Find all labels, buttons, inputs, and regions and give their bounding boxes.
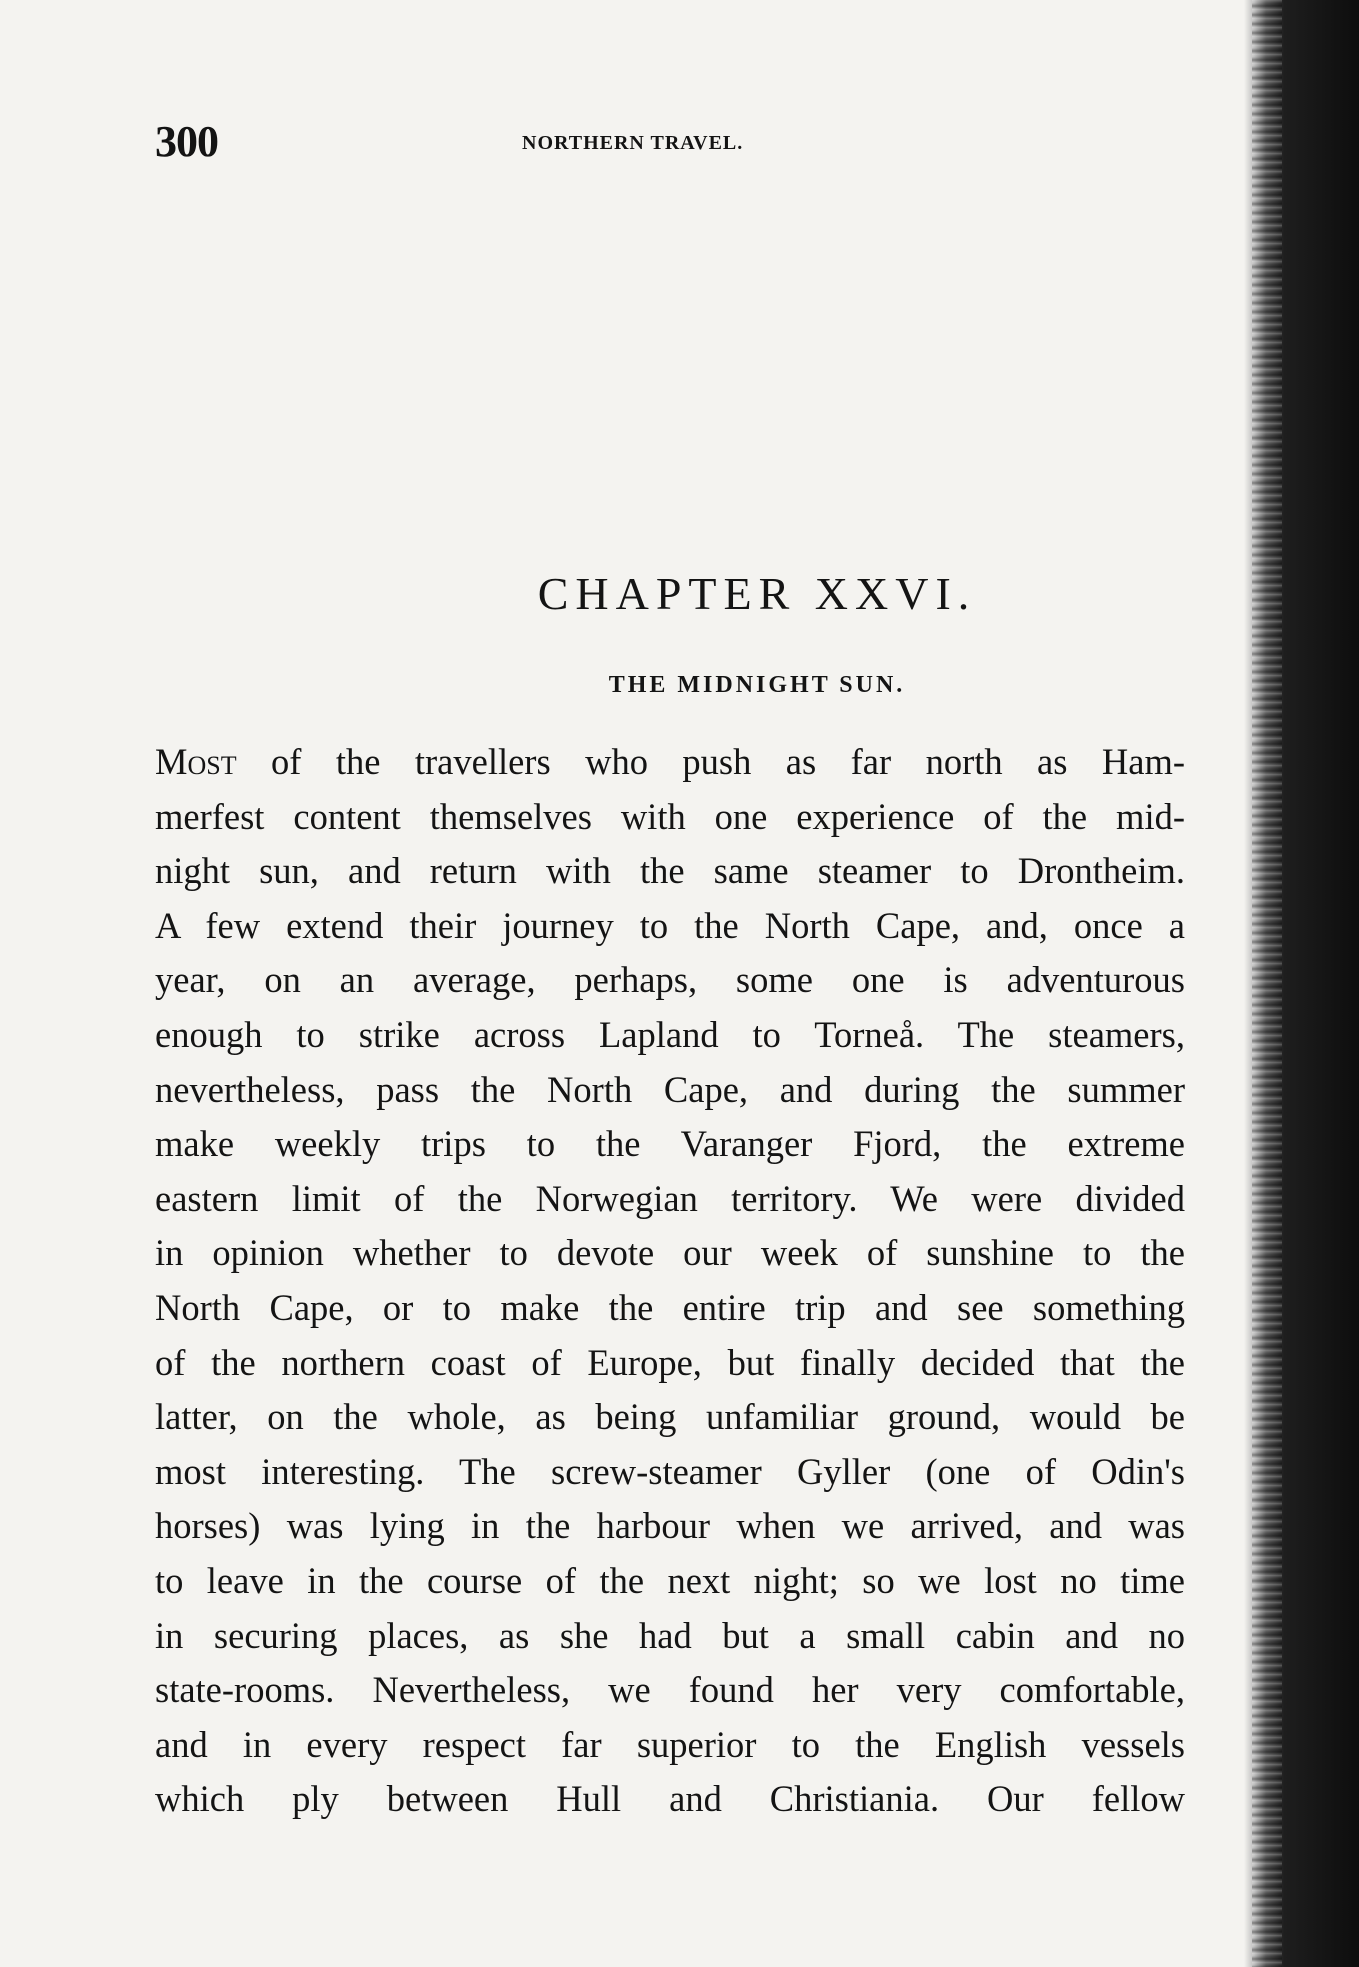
book-binding-edge [1244,0,1359,1967]
page-number: 300 [155,117,218,166]
text-line: nevertheless, pass the North Cape, and during the summer [155,1068,1185,1110]
text-line: which ply between Hull and Christiania. Our fellow [155,1778,1185,1820]
text-line: horses) was lying in the harbour when we arrived, and was [155,1505,1185,1547]
text-line: latter, on the whole, as being unfamiliar ground, would be [155,1396,1185,1438]
text-line: of the northern coast of Europe, but finally decided that the [155,1341,1185,1383]
text-line: enough to strike across Lapland to Torneå. The steamers, [155,1013,1185,1055]
page-header [155,116,1195,166]
running-head: NORTHERN TRAVEL. [522,132,744,154]
text-line [155,735,1185,790]
text-line: eastern limit of the Norwegian territory. We were divided [155,1177,1185,1219]
body-text [155,735,1185,1827]
drop-word: Most [155,741,237,782]
text-line: and in every respect far superior to the English vessels [155,1723,1185,1765]
text-line: night sun, and return with the same steamer to Drontheim. [155,850,1185,892]
text-line: year, on an average, perhaps, some one is adventurous [155,959,1185,1001]
text-line: in opinion whether to devote our week of sunshine to the [155,1232,1185,1274]
text-line: in securing places, as she had but a small cabin and no [155,1614,1185,1656]
chapter-title: CHAPTER XXVI. [537,568,977,619]
text-line: most interesting. The screw-steamer Gyller (one of Odin's [155,1450,1185,1492]
text-line: A few extend their journey to the North Cape, and, once a [155,904,1185,946]
text-line: make weekly trips to the Varanger Fjord, the extreme [155,1123,1185,1165]
text-line: state-rooms. Nevertheless, we found her very comfortable, [155,1669,1185,1711]
text-line-content: of the travellers who push as far north as Ham- [236,741,1185,782]
text-line: North Cape, or to make the entire trip and see something [155,1286,1185,1328]
text-line: to leave in the course of the next night; so we lost no time [155,1559,1185,1601]
chapter-subtitle: THE MIDNIGHT SUN. [608,672,906,698]
text-line: merfest content themselves with one experience of the mid- [155,795,1185,837]
